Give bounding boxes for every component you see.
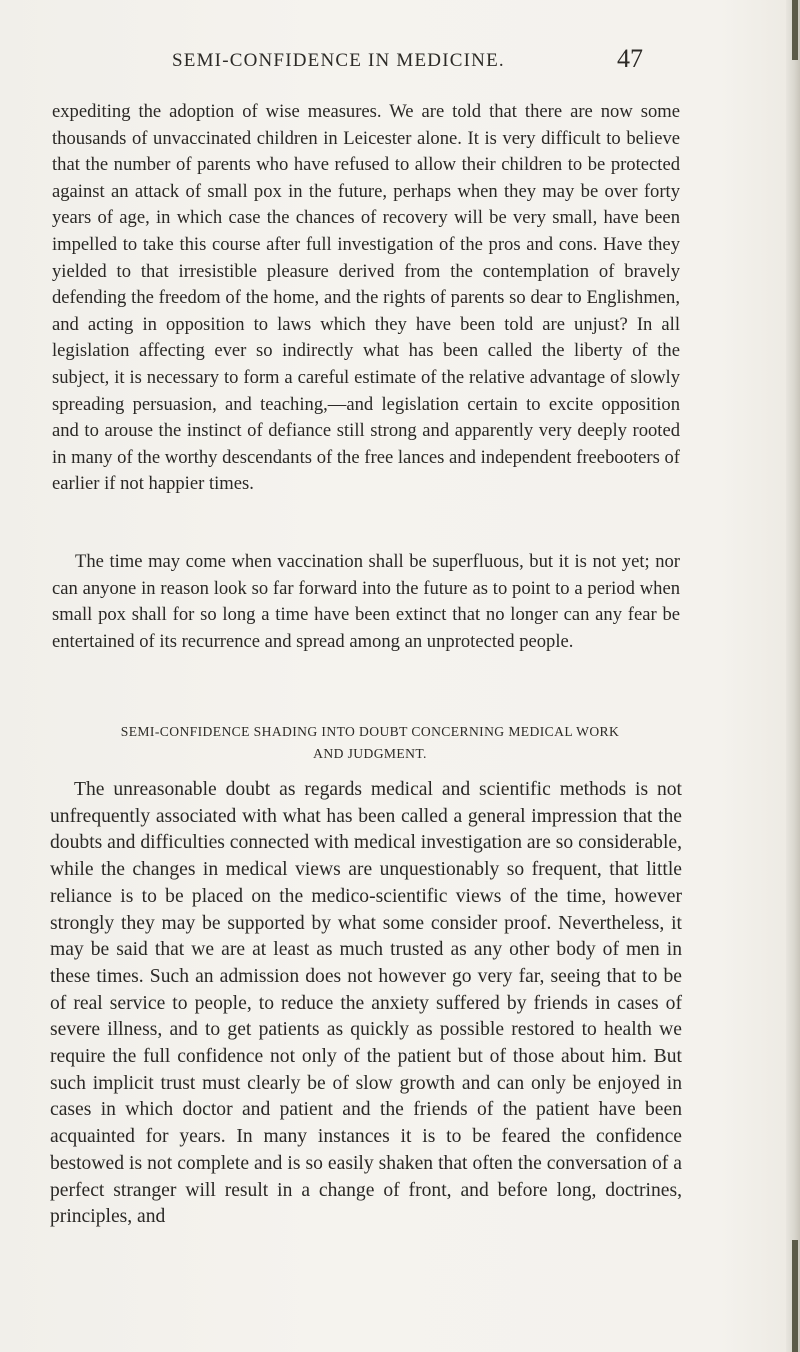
page-header [0, 44, 760, 84]
paragraph-2: The time may come when vaccination shall be superfluous, but it is not yet; nor can anyone in reason look so far forward into the future as to point to a period when small pox shall for so long a time have been extinct that no longer can any fear be entertained of its recurrence and spread among an unprotected people. [52, 551, 680, 652]
running-head: SEMI-CONFIDENCE IN MEDICINE. [172, 50, 505, 71]
section-heading-line-1: SEMI-CONFIDENCE SHADING INTO DOUBT CONCERNING MEDICAL WORK [120, 724, 620, 739]
edge-mark-top [792, 0, 798, 60]
edge-mark-bottom [792, 1240, 798, 1352]
section-heading-line-2: AND JUDGMENT. [313, 746, 427, 761]
section-heading [40, 721, 700, 765]
paragraph-1: expediting the adoption of wise measures. We are told that there are now some thousands of unvaccinated children in Leicester alone. It is very difficult to believe that the number of parents who have refused to allow their children to be protected against an attack of small pox in the future, perhaps when they may be over forty years of age, in which case the chances of recovery will be very small, have been impelled to take this course after full investigation of the pros and cons. Have they yielded to that irresistible pleasure derived from the contemplation of bravely defending the freedom of the home, and the rights of parents so dear to Englishmen, and acting in opposition to laws which they have been told are unjust? In all legislation affecting ever so indirectly what has been called the liberty of the subject, it is necessary to form a careful estimate of the relative advantage of slowly spreading persuasion, and teaching,—and legislation certain to excite opposition and to arouse the instinct of defiance still strong and apparently very deeply rooted in many of the worthy descendants of the free lances and independent freebooters of earlier if not happier times. [52, 101, 680, 495]
page-edge [786, 0, 800, 1352]
paragraph-3: The unreasonable doubt as regards medical and scientific methods is not unfrequently associated with what has been called a general impression that the doubts and difficulties connected with medical investigation are so considerable, while the changes in medical views are unquestionably so frequent, that little reliance is to be placed on the medico-scientific views of the time, however strongly they may be supported by what some consider proof. Nevertheless, it may be said that we are at least as much trusted as any other body of men in these times. Such an admission does not however go very far, seeing that to be of real service to people, to reduce the anxiety suffered by friends in cases of severe illness, and to get patients as quickly as possible restored to health we require the full confidence not only of the patient but of those about him. But such implicit trust must clearly be of slow growth and can only be enjoyed in cases in which doctor and patient and the friends of the patient have been acquainted for years. In many instances it is to be feared the confidence bestowed is not complete and is so easily shaken that often the conversation of a perfect stranger will result in a change of front, and before long, doctrines, principles, and [50, 779, 682, 1228]
page-number: 47 [617, 44, 643, 73]
